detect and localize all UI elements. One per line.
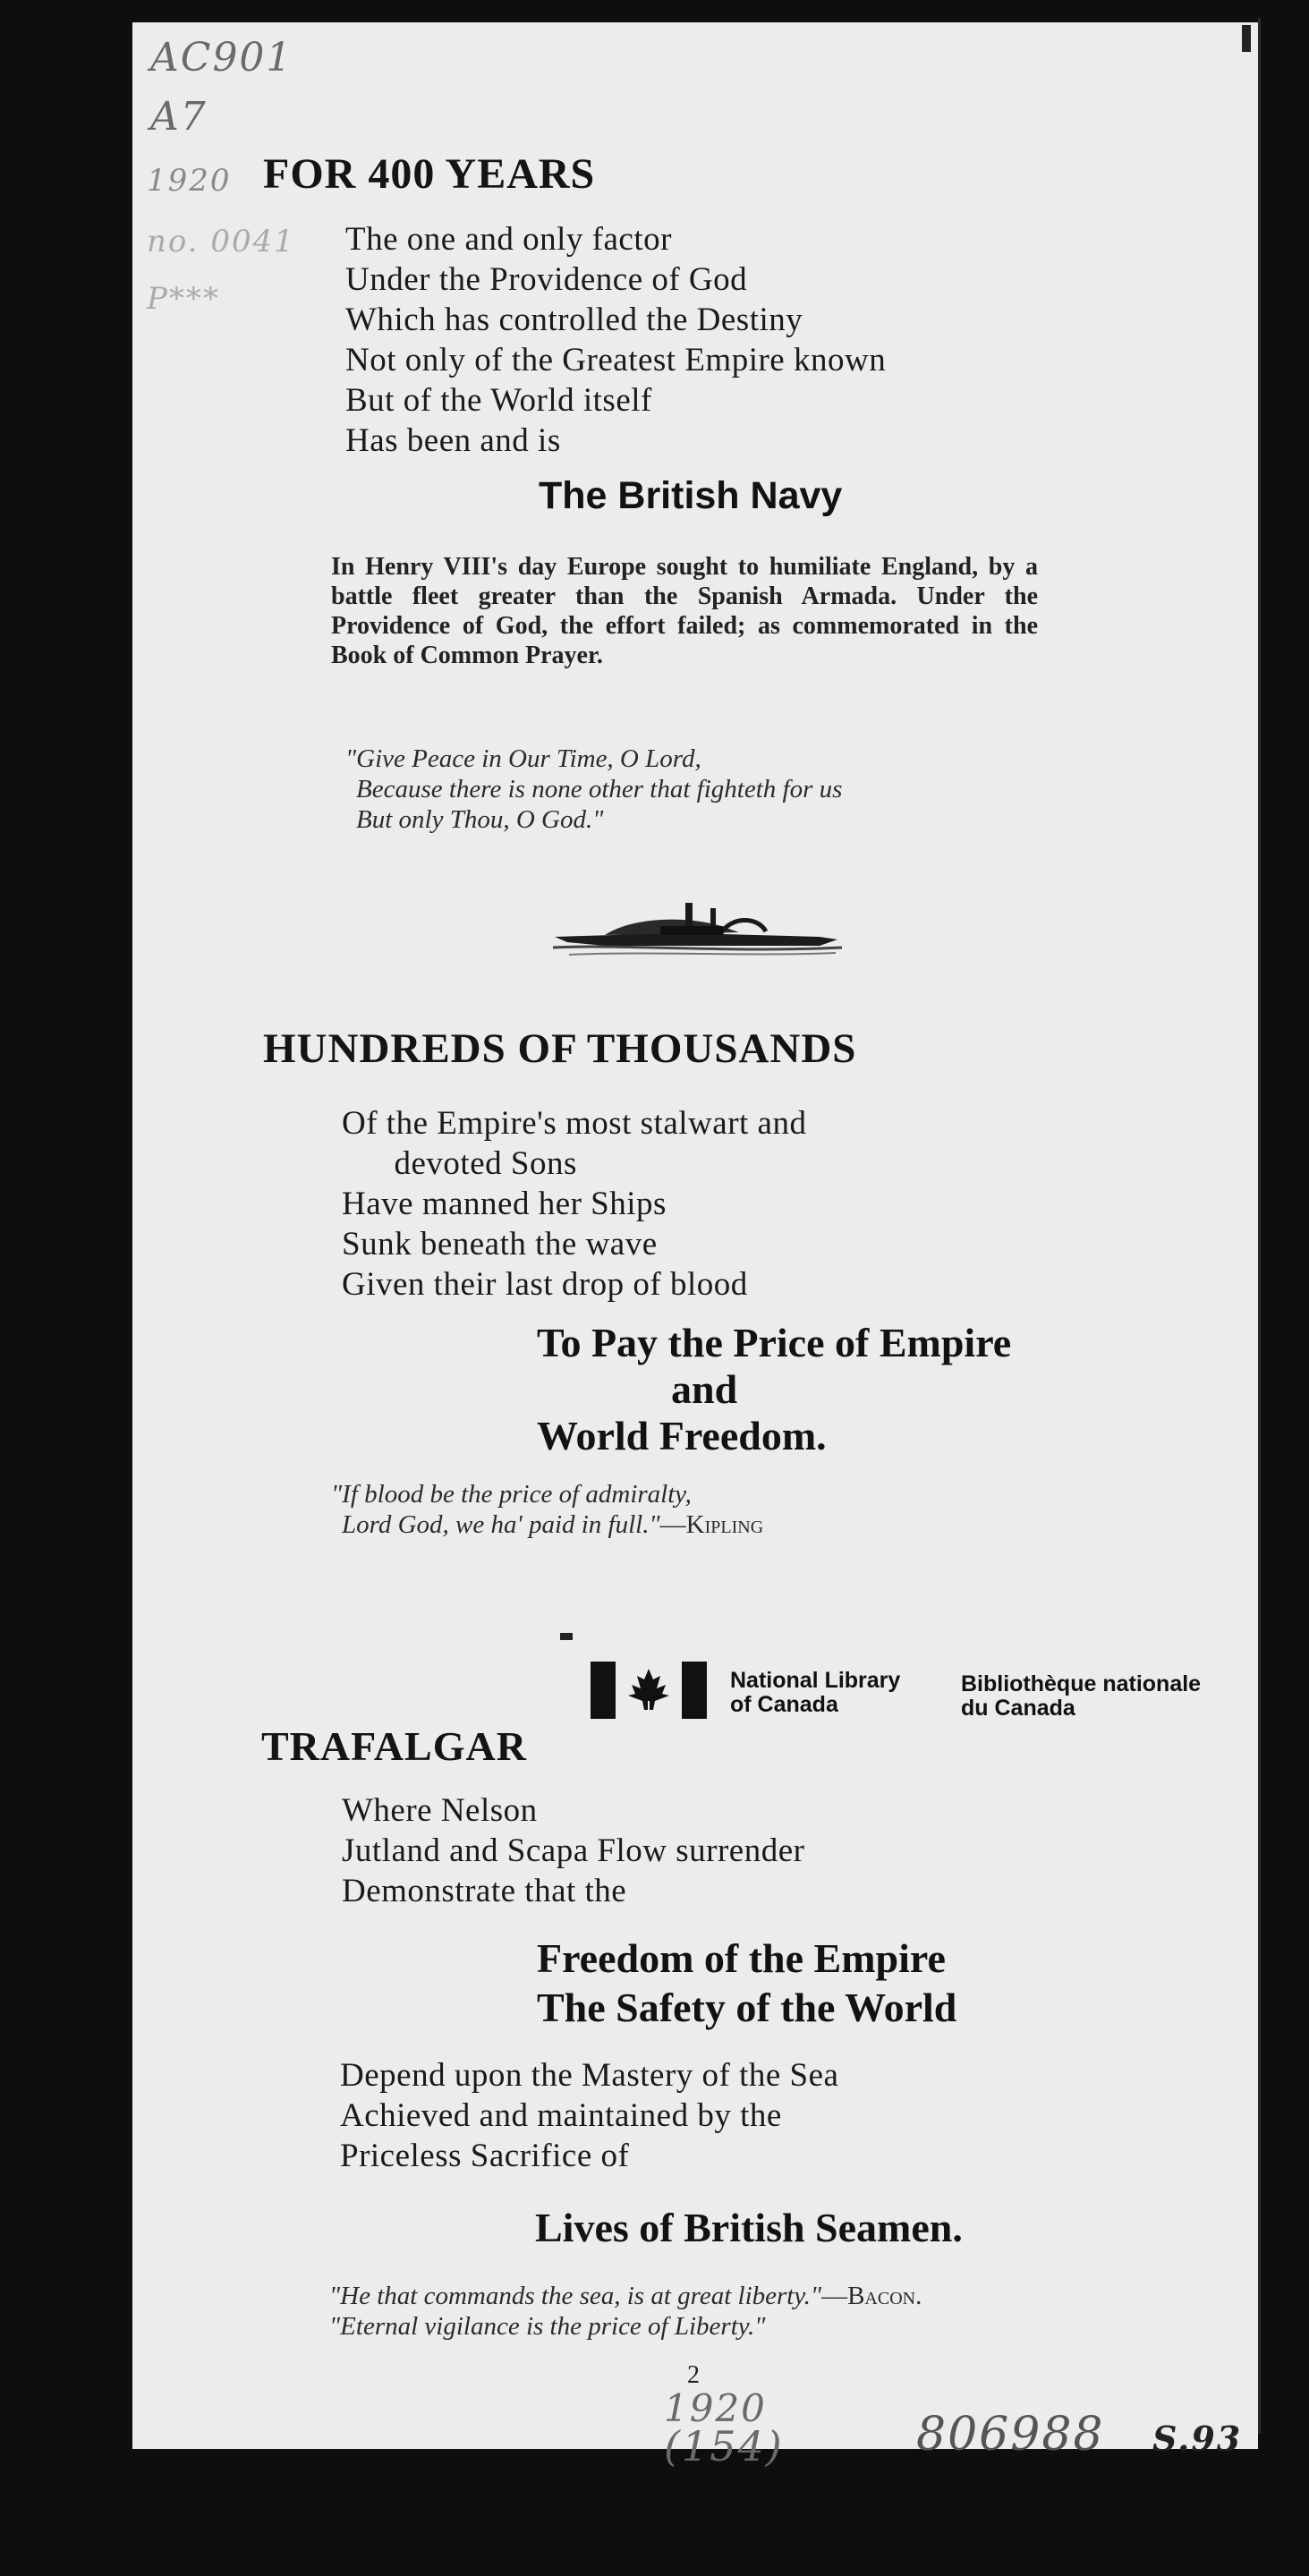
quote-line-with-attribution xyxy=(329,2281,922,2311)
battleship-illustration xyxy=(551,890,846,971)
verse-line: Has been and is xyxy=(345,422,561,459)
library-name-english xyxy=(730,1669,900,1717)
section2-heading: HUNDREDS OF THOUSANDS xyxy=(263,1025,857,1072)
verse-line: Which has controlled the Destiny xyxy=(345,302,803,338)
emphasis-line: Freedom of the Empire xyxy=(537,1935,946,1981)
quote-attribution: —Bacon. xyxy=(821,2282,922,2310)
emphasis-line: The Safety of the World xyxy=(537,1985,957,2030)
ink-mark xyxy=(560,1633,573,1640)
verse-line: Not only of the Greatest Empire known xyxy=(345,342,887,378)
section1-subheading: The British Navy xyxy=(539,474,843,517)
section3-quotes xyxy=(329,2281,922,2342)
quote-line-with-attribution xyxy=(331,1509,763,1540)
verse-line: Sunk beneath the wave xyxy=(342,1226,658,1262)
section1-verse xyxy=(345,219,886,461)
handwritten-ref-line-2: A7 xyxy=(150,94,208,140)
page-number: 2 xyxy=(687,2361,700,2389)
verse-line: Have manned her Ships xyxy=(342,1186,667,1222)
quote-line: "Eternal vigilance is the price of Liberty." xyxy=(329,2312,766,2341)
section1-paragraph: In Henry VIII's day Europe sought to humiliate England, by a battle fleet greater than the Spanish Armada. Under the Providence of God, the effort failed; as commemorated in the Book of Common Prayer. xyxy=(331,553,1038,669)
verse-line: Given their last drop of blood xyxy=(342,1266,748,1303)
verse-line: Of the Empire's most stalwart and xyxy=(342,1105,807,1142)
verse-line: Jutland and Scapa Flow surrender xyxy=(342,1832,805,1869)
handwritten-shelf-mark: S.93 xyxy=(1152,2419,1243,2459)
quote-line: "If blood be the price of admiralty, xyxy=(331,1480,692,1509)
quote-line: "He that commands the sea, is at great liberty." xyxy=(329,2282,822,2310)
handwritten-ref-line-1: AC901 xyxy=(150,35,293,81)
verse-line: Demonstrate that the xyxy=(342,1873,627,1909)
handwritten-ref-line-3: 1920 xyxy=(147,163,232,199)
national-library-logo xyxy=(591,1662,707,1719)
verse-line: Achieved and maintained by the xyxy=(340,2097,782,2134)
section1-quote xyxy=(345,744,842,835)
section2-quote xyxy=(331,1479,763,1540)
section3-heading: TRAFALGAR xyxy=(261,1723,527,1769)
section3-closing: Lives of British Seamen. xyxy=(535,2205,963,2250)
library-name-line: National Library xyxy=(730,1668,901,1693)
quote-line: Because there is none other that fighteth for us xyxy=(356,775,843,803)
verse-line: Where Nelson xyxy=(342,1792,538,1829)
emphasis-line: To Pay the Price of Empire xyxy=(537,1320,1012,1365)
library-name-line: du Canada xyxy=(961,1696,1075,1721)
emphasis-line: and xyxy=(671,1366,738,1412)
library-name-french xyxy=(961,1672,1201,1721)
quote-line: But only Thou, O God." xyxy=(356,805,604,834)
verse-line: Under the Providence of God xyxy=(345,261,748,298)
handwritten-item-number: (154) xyxy=(664,2422,784,2470)
verse-line: Priceless Sacrifice of xyxy=(340,2138,630,2174)
section3-emphasis xyxy=(537,1934,956,2032)
handwritten-ref-line-5: P*** xyxy=(147,281,220,317)
section1-heading: FOR 400 YEARS xyxy=(263,150,596,198)
document-page xyxy=(132,22,1258,2470)
section3-verse xyxy=(342,1790,804,1911)
scan-edge-line xyxy=(1258,18,1261,2434)
section3-verse-2 xyxy=(340,2055,838,2176)
section2-emphasis xyxy=(537,1320,1011,1459)
verse-line: devoted Sons xyxy=(342,1145,577,1182)
verse-line: The one and only factor xyxy=(345,221,672,258)
library-name-line: of Canada xyxy=(730,1692,838,1717)
handwritten-year: 1920 xyxy=(664,2386,767,2430)
quote-line: "Give Peace in Our Time, O Lord, xyxy=(345,744,701,773)
section2-verse xyxy=(342,1103,806,1305)
library-name-line: Bibliothèque nationale xyxy=(961,1671,1202,1696)
scan-edge-mark xyxy=(1242,25,1251,52)
verse-line: But of the World itself xyxy=(345,382,652,419)
handwritten-ref-line-4: no. 0041 xyxy=(147,224,295,259)
emphasis-line: World Freedom. xyxy=(537,1413,827,1458)
verse-line: Depend upon the Mastery of the Sea xyxy=(340,2057,839,2094)
quote-attribution: —Kipling xyxy=(659,1510,764,1539)
quote-line: Lord God, we ha' paid in full." xyxy=(342,1510,660,1539)
handwritten-catalog-number: 806988 xyxy=(916,2408,1105,2461)
